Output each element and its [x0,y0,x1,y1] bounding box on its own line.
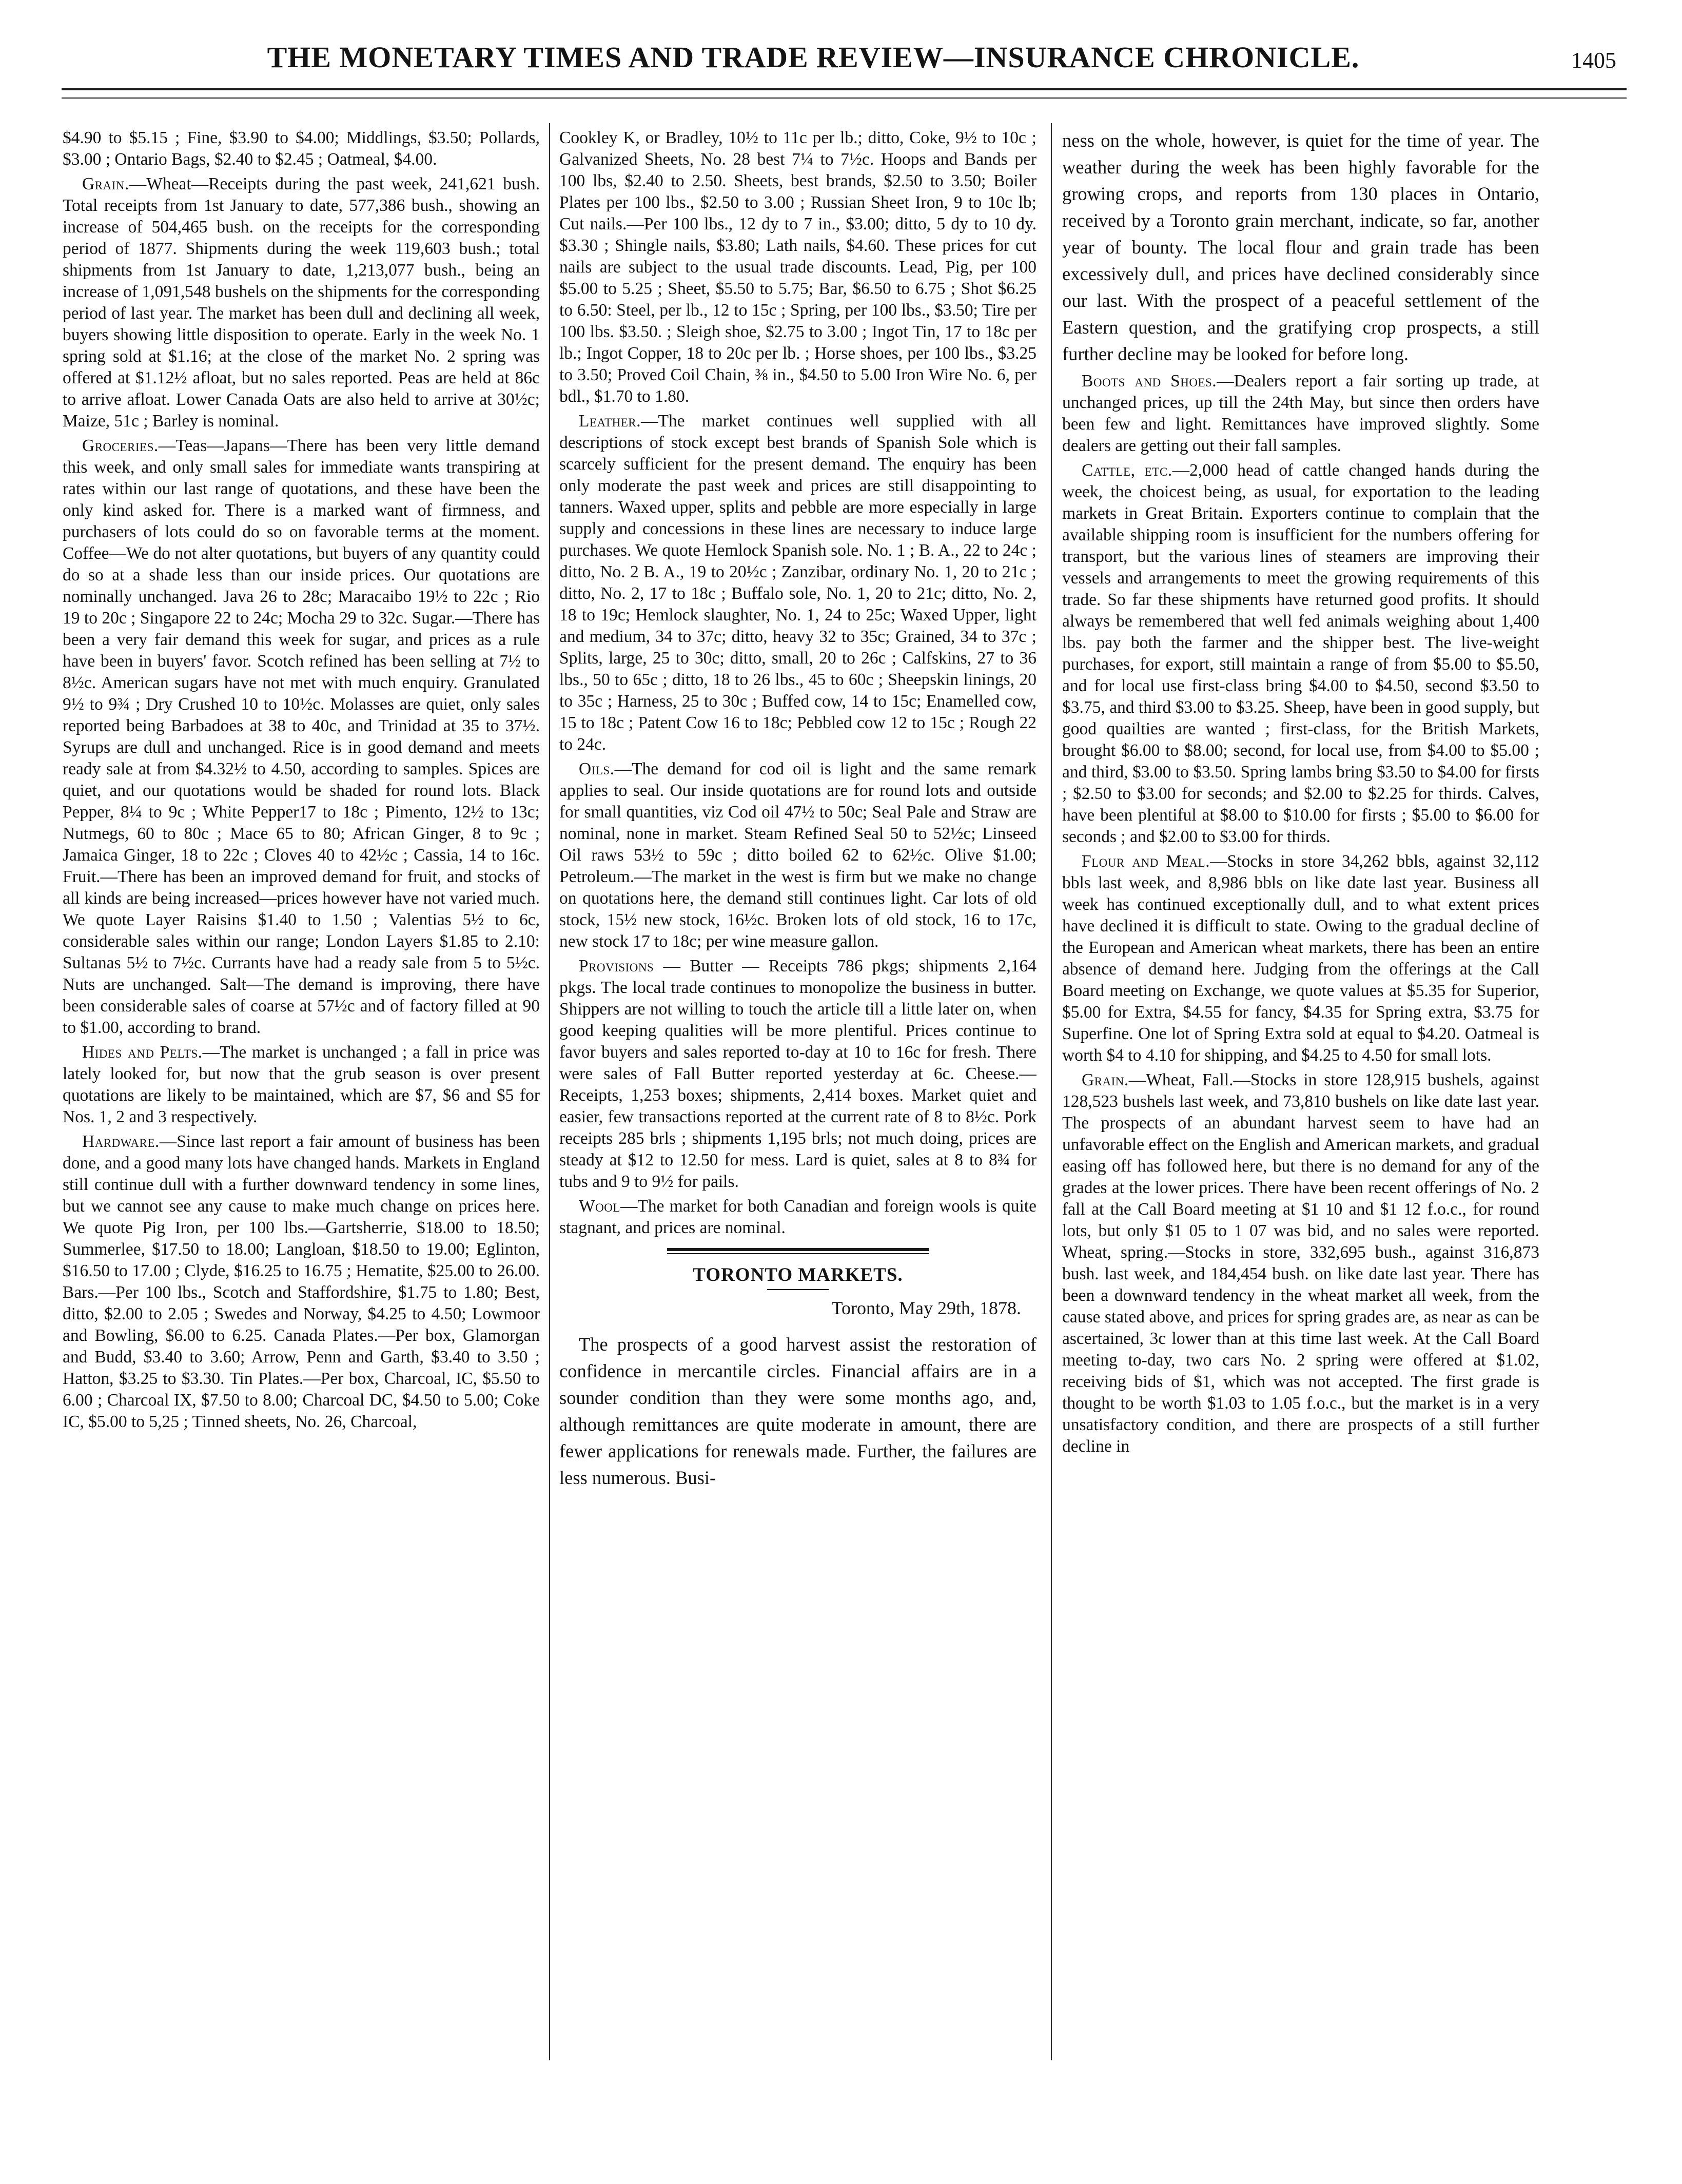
hardware-paragraph [63,1131,540,1433]
hides-paragraph [63,1042,540,1128]
section-heading: Leather. [579,412,641,431]
section-heading: Grain. [82,174,129,193]
grain-paragraph [1062,1069,1539,1457]
section-heading: Hardware. [82,1132,160,1151]
column-divider [1051,123,1052,2060]
oils-paragraph [559,758,1036,952]
leather-paragraph [559,411,1036,755]
title-rule [767,1289,829,1290]
grain-paragraph [63,173,540,432]
paragraph-text: —Wheat, Fall.—Stocks in store 128,915 bushels, against 128,523 bushels last week, and 73,810 bushels on like date last year. The prospects of an abundant harvest seem to have had an unfavorable effect on the English and American markets, and gradual easing off has followed here, but there is no demand for any of the grades at the lower prices. There have been recent offerings of No. 2 fall at the Call Board meeting at $1 10 and $1 12 f.o.c., for round lots, but only $1 05 to 1 07 was bid, and no sales were reported. Wheat, spring.—Stocks in store, 332,695 bush., against 316,873 bush. last week, and 184,454 bush. on like date last year. There has been a downward tendency in the wheat market all week, from the cause stated above, and prices for spring grades are, as near as can be ascertained, 3c lower than at this time last week. At the Call Board meeting to-day, two cars No. 2 spring were offered at $1.02, receiving bids of $1, which was not accepted. The first grade is thought to be worth $1.03 to 1.05 f.o.c., but the market is in a very unsatisfactory condition, and there are prospects of a still further decline in [1062,1070,1539,1456]
section-heading: Grain. [1082,1070,1129,1089]
section-heading: Oils. [579,759,615,778]
section-heading: Hides and Pelts. [82,1043,203,1062]
flour-paragraph [1062,851,1539,1066]
paragraph-text: —Wheat—Receipts during the past week, 241,621 bush. Total receipts from 1st January to date, 577,386 bush., showing an increase of 504,465 bush. on the receipts for the corresponding period of 1877. Shipments during the week 119,603 bush.; total shipments from 1st January to date, 1,213,077 bush., being an increase of 1,091,548 bushels on the shipments for the corresponding period of last year. The market has been dull and declining all week, buyers showing little disposition to operate. Early in the week No. 1 spring sold at $1.16; at the close of the market No. 2 spring was offered at $1.12½ afloat, but no sales reported. Peas are held at 86c to arrive afloat. Lower Canada Oats are also held to arrive at 30½c; Maize, 51c ; Barley is nominal. [63,174,540,431]
column-2 [559,127,1036,2059]
paragraph-text: —Stocks in store 34,262 bbls, against 32,112 bbls last week, and 8,986 bbls on like date last year. Business all week has continued exceptionally dull, and to what extent prices have declined it is difficult to state. Owing to the gradual decline of the European and American wheat markets, there has been an entire absence of demand here. Judging from the offerings at the Call Board meeting on Exchange, we quote values at $5.35 for Superior, $5.00 for Extra, $4.55 for fancy, $4.35 for Spring extra, $3.75 for Superfine. One lot of Spring Extra sold at equal to $4.20. Oatmeal is worth $4 to 4.10 for shipping, and $4.25 to 4.50 for small lots. [1062,852,1539,1065]
section-heading: Wool [579,1197,620,1216]
paragraph-text: —2,000 head of cattle changed hands during the week, the choicest being, as usual, for exportation to the leading markets in Great Britain. Exporters continue to complain that the available shipping room is insufficient for the numbers offering for transport, but the various lines of steamers are improving their vessels and arrangements to meet the growing requirements of this trade. So far these shipments have returned good profits. It should always be remembered that well fed animals weighing about 1,400 lbs. pay both the farmer and the shipper best. The live-weight purchases, for export, still maintain a range of from $5.00 to $5.50, and for local use first-class bring $4.00 to $4.50, second $3.50 to $3.75, and third $3.00 to $3.25. Sheep, have been in good supply, but good quailties are wanted ; first-class, for the British Markets, brought $6.00 to $8.00; second, for local use, from $4.00 to $5.00 ; and third, $3.00 to $3.50. Spring lambs bring $3.50 to $4.00 for firsts ; $2.50 to $3.00 for seconds; and $2.00 to $2.25 for thirds. Calves, have been plentiful at $8.00 to $10.00 for firsts ; $5.00 to $6.00 for seconds ; and $2.00 to $3.00 for thirds. [1062,461,1539,846]
page-title: THE MONETARY TIMES AND TRADE REVIEW—INSURANCE CHRONICLE. [267,41,1360,74]
header-rule [62,88,1627,90]
section-rule-thin [667,1253,929,1254]
groceries-paragraph [63,435,540,1039]
section-title: TORONTO MARKETS. [693,1264,903,1285]
paragraph-text: — Butter — Receipts 786 pkgs; shipments 2,164 pkgs. The local trade continues to monopolize the business in butter. Shippers are not willing to touch the article till a little later on, when good keeping qualities will be more plentiful. Prices continue to favor buyers and sales reported to-day at 10 to 16c for fresh. There were sales of Fall Butter reported yesterday at 6c. Cheese.—Receipts, 1,253 boxes; shipments, 2,414 boxes. Market quiet and easier, few transactions reported at the current rate of 8 to 8½c. Pork receipts 285 brls ; shipments 1,195 brls; not much doing, prices are steady at $12 to 12.50 for mess. Lard is quiet, sales at 8 to 8¾ for tubs and 9 to 9½ for pails. [559,957,1036,1191]
paragraph-text: —The demand for cod oil is light and the same remark applies to seal. Our inside quotations are for round lots and outside for small quantities, viz Cod oil 47½ to 50c; Seal Pale and Straw are nominal, none in market. Steam Refined Seal 50 to 52½c; Linseed Oil raws 53½ to 59c ; ditto boiled 62 to 62½c. Olive $1.00; Petroleum.—The market in the west is firm but we make no change on quotations here, the demand still continues light. Car lots of old stock, 15½ new stock, 16½c. Broken lots of old stock, 16 to 17c, new stock 17 to 18c; per wine measure gallon. [559,759,1036,951]
section-rule [667,1248,929,1251]
paragraph-text: —The market is unchanged ; a fall in price was lately looked for, but now that the grub season is over present quotations are likely to be maintained, which are $7, $6 and $5 for Nos. 1, 2 and 3 respectively. [63,1043,540,1126]
header-rule-thin [62,98,1627,99]
section-heading: Provisions [579,957,654,976]
section-heading: Flour and Meal. [1082,852,1210,871]
wool-paragraph [559,1196,1036,1239]
toronto-intro: The prospects of a good harvest assist the restoration of confidence in mercantile circles. Financial affairs are in a sounder condition than they were some months ago, and, although remittances are quite moderate in amount, there are fewer applications for renewals made. Further, the failures are less numerous. Busi- [559,1334,1036,1488]
dateline: Toronto, May 29th, 1878. [831,1298,1021,1318]
paragraph-text: —The market continues well supplied with all descriptions of stock except best brands of Spanish Sole which is scarcely sufficient for the present demand. The enquiry has been only moderate the past week and prices are still disappointing to tanners. Waxed upper, splits and pebble are more especially in large supply and concessions in these lines are necessary to induce large purchases. We quote Hemlock Spanish sole. No. 1 ; B. A., 22 to 24c ; ditto, No. 2 B. A., 19 to 20½c ; Zanzibar, ordinary No. 1, 20 to 21c ; ditto, No. 2, 17 to 18c ; Buffalo sole, No. 1, 20 to 21c; ditto, No. 2, 18 to 19c; Hemlock slaughter, No. 1, 24 to 25c; Waxed Upper, light and medium, 34 to 37c; ditto, heavy 32 to 35c; Grained, 34 to 37c ; Splits, large, 25 to 30c; ditto, small, 20 to 26c ; Calfskins, 27 to 36 lbs., 50 to 65c ; ditto, 18 to 26 lbs., 45 to 60c ; Sheepskin linings, 20 to 35c ; Harness, 25 to 30c ; Buffed cow, 14 to 15c; Enamelled cow, 15 to 18c ; Patent Cow 16 to 18c; Pebbled cow 12 to 15c ; Rough 22 to 24c. [559,412,1036,754]
section-heading: Cattle, etc. [1082,461,1172,480]
page-number: 1405 [1571,48,1616,73]
page-header [0,0,1682,108]
section-heading: Groceries. [82,436,159,455]
provisions-paragraph [559,956,1036,1193]
paragraph-text: —Teas—Japans—There has been very little demand this week, and only small sales for immediate wants transpiring at rates within our last range of quotations, and these have been the only kind asked for. There is a marked want of firmness, and purchasers of lots could do so on favorable terms at the moment. Coffee—We do not alter quotations, but buyers of any quantity could do so at a shade less than our inside prices. Our quotations are nominally unchanged. Java 26 to 28c; Maracaibo 19½ to 22c ; Rio 19 to 20c ; Singapore 22 to 24c; Mocha 29 to 32c. Sugar.—There has been a very fair demand this week for sugar, and prices as a rule have been in buyers' favor. Scotch refined has been selling at 7½ to 8½c. American sugars have not met with much enquiry. Granulated 9½ to 9¾ ; Dry Crushed 10 to 10½c. Molasses are quiet, only sales reported being Barbadoes at 38 to 40c, and Trinidad at 35 to 37½. Syrups are dull and unchanged. Rice is in good demand and meets ready sale at from $4.32½ to 4.50, according to samples. Spices are quiet, and our quotations would be shaded for round lots. Black Pepper, 8¼ to 9c ; White Pepper17 to 18c ; Pimento, 12½ to 13c; Nutmegs, 60 to 80c ; Mace 65 to 80; African Ginger, 8 to 9c ; Jamaica Ginger, 18 to 22c ; Cloves 40 to 42½c ; Cassia, 14 to 16c. Fruit.—There has been an improved demand for fruit, and stocks of all kinds are being increased—prices however have not varied much. We quote Layer Raisins $1.40 to 1.50 ; Valentias 5½ to 6c, considerable sales within our range; London Layers $1.85 to 2.10: Sultanas 5½ to 7½c. Currants have had a ready sale from 5 to 5½c. Nuts are unchanged. Salt—The demand is improving, there have been considerable sales of coarse at 57½c and of factory filled at 90 to $1.00, according to brand. [63,436,540,1037]
paragraph-text: —Since last report a fair amount of business has been done, and a good many lots have changed hands. Markets in England still continue dull with a further downward tendency in some lines, but we cannot see any cause to make much change on prices here. We quote Pig Iron, per 100 lbs.—Gartsherrie, $18.00 to 18.50; Summerlee, $17.50 to 18.00; Langloan, $18.50 to 19.00; Eglinton, $16.50 to 17.00 ; Clyde, $16.25 to 16.75 ; Hematite, $25.00 to 26.00. Bars.—Per 100 lbs., Scotch and Staffordshire, $1.75 to 1.80; Best, ditto, $2.00 to 2.05 ; Swedes and Norway, $4.25 to 4.50; Lowmoor and Bowling, $6.00 to 6.25. Canada Plates.—Per box, Glamorgan and Budd, $3.40 to 3.60; Arrow, Penn and Garth, $3.40 to 3.50 ; Hatton, $3.25 to $3.30. Tin Plates.—Per box, Charcoal, IC, $5.50 to 6.00 ; Charcoal IX, $7.50 to 8.00; Charcoal DC, $4.50 to 5.00; Coke IC, $5.00 to 5,25 ; Tinned sheets, No. 26, Charcoal, [63,1132,540,1431]
hardware-continued: Cookley K, or Bradley, 10½ to 11c per lb.; ditto, Coke, 9½ to 10c ; Galvanized Sheets, No. 28 best 7¼ to 7½c. Hoops and Bands per 100 lbs, $2.40 to 2.50. Sheets, best brands, $2.50 to 3.50; Boiler Plates per 100 lbs., $2.50 to 3.00 ; Russian Sheet Iron, 9 to 10c lb; Cut nails.—Per 100 lbs., 12 dy to 7 in., $3.00; ditto, 5 dy to 10 dy. $3.30 ; Shingle nails, $3.80; Lath nails, $4.60. These prices for cut nails are subject to the usual trade discounts. Lead, Pig, per 100 $5.00 to 5.25 ; Sheet, $5.50 to 5.75; Bar, $6.50 to 6.75 ; Shot $6.25 to 6.50: Steel, per lb., 12 to 15c ; Spring, per 100 lbs., $3.50; Tire per 100 lbs. $3.50. ; Sleigh shoe, $2.75 to 3.00 ; Ingot Tin, 17 to 18c per lb.; Ingot Copper, 18 to 20c per lb. ; Horse shoes, per 100 lbs., $3.25 to 3.50; Proved Coil Chain, ⅜ in., $4.50 to 5.00 Iron Wire No. 6, per bdl., $1.70 to 1.80. [559,128,1036,406]
paragraph-text: —Dealers report a fair sorting up trade, at unchanged prices, up till the 24th May, but since then orders have been few and light. Remittances have improved slightly. Some dealers are getting out their fall samples. [1062,372,1539,455]
column-1 [63,127,540,2059]
section-heading: Boots and Shoes. [1082,372,1217,391]
column-3 [1062,127,1539,2059]
cattle-paragraph [1062,460,1539,848]
paragraph-text: —The market for both Canadian and foreign wools is quite stagnant, and prices are nominal. [559,1197,1036,1237]
column-divider [549,123,550,2060]
flour-prices-continued: $4.90 to $5.15 ; Fine, $3.90 to $4.00; Middlings, $3.50; Pollards, $3.00 ; Ontario Bags, $2.40 to $2.45 ; Oatmeal, $4.00. [63,128,540,169]
toronto-intro-continued: ness on the whole, however, is quiet for the time of year. The weather during the week has been highly favorable for the growing crops, and reports from 130 places in Ontario, received by a Toronto grain merchant, indicate, so far, another year of bounty. The local flour and grain trade has been excessively dull, and prices have declined considerably since our last. With the prospect of a peaceful settlement of the Eastern question, and the gratifying crop prospects, a still further decline may be looked for before long. [1062,130,1539,364]
boots-paragraph [1062,371,1539,457]
